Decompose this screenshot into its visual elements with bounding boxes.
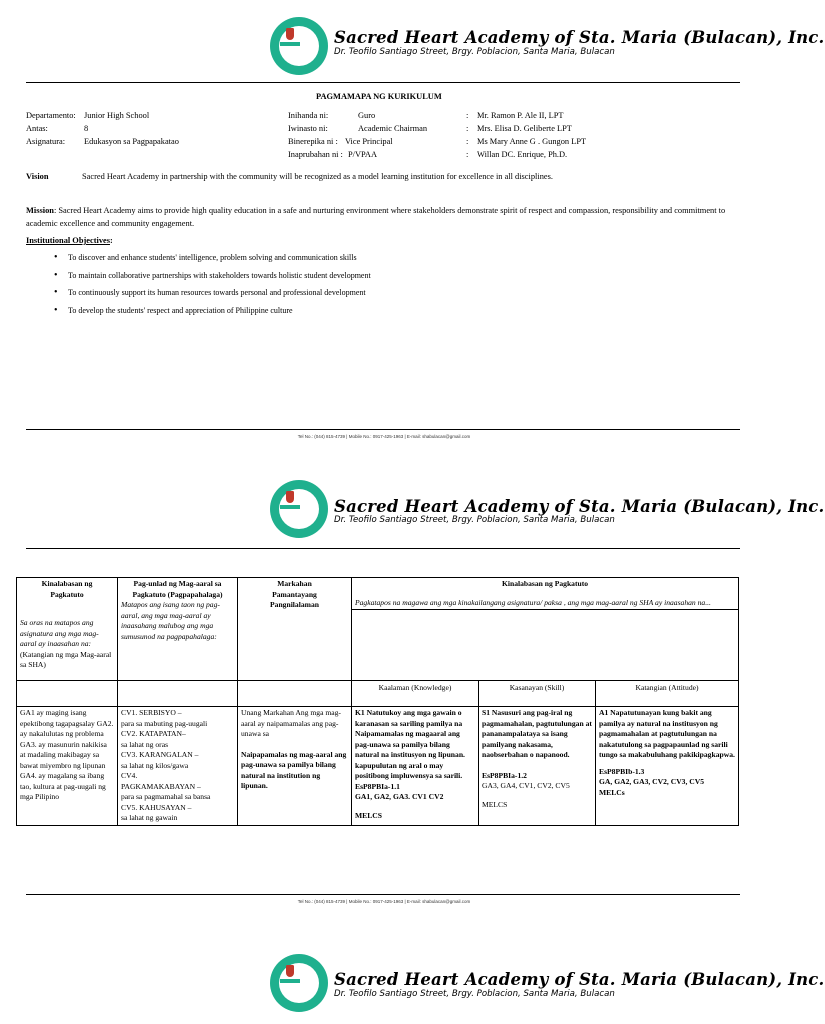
- header-outcomes-body: Pagkatapos na magawa ang mga kinakailangang asignatura/ paksa , ang mga mag-aaral ng SHA ay inaasahan na...: [355, 597, 711, 607]
- approved-role: P/VPAA: [348, 150, 378, 159]
- colon: :: [466, 111, 469, 120]
- school-logo: [270, 17, 328, 75]
- skill-cell: [479, 707, 596, 826]
- mission-block: [26, 204, 740, 230]
- graduate-attributes-cell: GA1 ay maging isang epektibong tagapagsalay GA2. ay nakalulutas ng problema GA3. ay masunurin nakikisa at madaling makibagay sa bawat miyembro ng lipunan GA4. ay magalang sa ibang tao, kultura at pag-uugali ng mga Pilipino: [17, 707, 118, 826]
- core-value-line: PAGKAMAKABAYAN –: [121, 781, 201, 791]
- colon: :: [466, 137, 469, 146]
- col1-blank: [17, 681, 118, 707]
- objective-item: • To develop the students' respect and appreciation of Philippine culture: [54, 302, 371, 320]
- info-value-subject: Edukasyon sa Pagpapakatao: [84, 137, 179, 146]
- core-values-cell: [118, 707, 238, 826]
- knowledge-text: K1 Natutukoy ang mga gawain o karanasan sa sariling pamilya na Naipamamalas ng magaaral ang pag-unawa sa pamilya bilang natural na institusyon ng lipunan. kapupulutan ng aral o may positibong impluwensya sa sarili.: [355, 708, 465, 780]
- verified-role: Vice Principal: [345, 137, 393, 146]
- footer-contact: Tel No.: (044) 815-4739 | Mobile No.: 0917-425-1963 | E-mail: shabulacan@gmail.com: [297, 899, 471, 904]
- corrected-name: Mrs. Elisa D. Geliberte LPT: [477, 124, 572, 133]
- school-address: Dr. Teofilo Santiago Street, Brgy. Poblacion, Santa Maria, Bulacan: [334, 989, 615, 999]
- objective-item: • To maintain collaborative partnerships with stakeholders towards holistic student development: [54, 267, 371, 285]
- header-rule: [26, 548, 740, 549]
- info-label-department: Departamento:: [26, 111, 76, 120]
- vision-text: Sacred Heart Academy in partnership with the community will be recognized as a model learning institution for excellence in all disciplines.: [82, 172, 553, 181]
- core-value-line: sa lahat ng kilos/gawa: [121, 760, 189, 770]
- approved-label: Inaprubahan ni :: [288, 150, 343, 159]
- attitude-code: EsP8PBIb-1.3: [599, 766, 645, 776]
- info-label-subject: Asignatura:: [26, 137, 66, 146]
- page-title: PAGMAMAPA NG KURIKULUM: [316, 92, 442, 101]
- core-value-line: CV4.: [121, 771, 138, 780]
- verified-label: Binerepika ni :: [288, 137, 338, 146]
- footer-rule: [26, 429, 740, 430]
- approved-name: Willan DC. Enrique, Ph.D.: [477, 150, 568, 159]
- core-value-line: CV2. KATAPATAN–: [121, 729, 186, 738]
- content-standard-text: Naipapamalas ng mag-aaral ang pag-unawa sa pamilya bilang natural na institution ng lipunan.: [241, 749, 347, 790]
- school-address: Dr. Teofilo Santiago Street, Brgy. Poblacion, Santa Maria, Bulacan: [334, 47, 615, 57]
- core-value-line: CV5. KAHUSAYAN –: [121, 802, 192, 812]
- attitude-melcs: MELCs: [599, 787, 625, 797]
- info-label-grade: Antas:: [26, 124, 48, 133]
- school-address: Dr. Teofilo Santiago Street, Brgy. Poblacion, Santa Maria, Bulacan: [334, 515, 615, 525]
- header-outcomes-title: Kinalabasan ng Pagkatuto: [501, 579, 589, 588]
- verified-name: Ms Mary Anne G . Gungon LPT: [477, 137, 587, 146]
- header-rule: [26, 82, 740, 83]
- school-logo: [270, 954, 328, 1012]
- col3-blank: [238, 681, 352, 707]
- header-outcomes-spacer: [352, 610, 739, 681]
- school-name: Sacred Heart Academy of Sta. Maria (Bulacan), Inc.: [334, 970, 825, 989]
- header-values-title: Pag-unlad ng Mag-aaral sa Pagkatuto (Pagpapahalaga): [132, 579, 223, 599]
- content-standard-intro: Unang Markahan Ang mga mag-aaral ay naipamamalas ang pag-unawa sa: [241, 708, 341, 738]
- page-1: [0, 0, 825, 456]
- mission-label: Mission: [26, 206, 54, 215]
- objective-item: • To continuously support its human resources towards personal and professional development: [54, 284, 371, 302]
- prep-label: Inihanda ni:: [288, 111, 329, 120]
- school-name: Sacred Heart Academy of Sta. Maria (Bulacan), Inc.: [334, 497, 825, 516]
- mission-text: : Sacred Heart Academy aims to provide high quality education in a safe and nurturing environment where stakeholders demonstrate spirit of respect and compassion, responsibility and commitment to academic excellence and community engagement.: [26, 206, 726, 228]
- core-value-line: sa lahat ng oras: [121, 739, 169, 749]
- curriculum-table: [16, 577, 739, 826]
- colon: :: [466, 124, 469, 133]
- knowledge-code: EsP8PBIa-1.1: [355, 781, 400, 791]
- core-value-line: para sa pagmamahal sa bansa: [121, 792, 211, 801]
- col2-blank: [118, 681, 238, 707]
- objectives-label: Institutional Objectives: [26, 236, 110, 245]
- header-content-standard-title: Markahan Pamantayang Pangnilalaman: [270, 579, 319, 609]
- knowledge-ga: GA1, GA2, GA3. CV1 CV2: [355, 792, 444, 801]
- page-2: [0, 468, 825, 934]
- vision-label: Vision: [26, 172, 49, 181]
- skill-melcs: MELCS: [482, 799, 508, 809]
- footer-rule: [26, 894, 740, 895]
- prep-role: Guro: [358, 111, 376, 120]
- corrected-role: Academic Chairman: [358, 124, 428, 133]
- objectives-heading: Institutional Objectives:: [26, 236, 113, 245]
- core-value-line: CV3. KARANGALAN –: [121, 750, 199, 759]
- prep-name: Mr. Ramon P. Ale II, LPT: [477, 111, 564, 120]
- core-value-line: CV1. SERBISYO –: [121, 708, 182, 717]
- school-name: Sacred Heart Academy of Sta. Maria (Bulacan), Inc.: [334, 28, 825, 47]
- attitude-cell: [596, 707, 739, 826]
- header-outcomes: [352, 578, 739, 610]
- header-learning-outcome-body: Sa oras na matapos ang asignatura ang mga mag-aaral ay inaasahan na:: [20, 618, 99, 648]
- knowledge-cell: [352, 707, 479, 826]
- subheader-knowledge: Kaalaman (Knowledge): [352, 681, 479, 707]
- page-3: [0, 944, 825, 1024]
- header-values-body: Matapos ang isang taon ng pag-aaral, ang mga mag-aaral ay inaasahang malubog ang mga sumusunod na pagpapahalaga:: [121, 600, 220, 641]
- core-value-line: para sa mabuting pag-uugali: [121, 718, 208, 728]
- skill-text: S1 Nasusuri ang pag-iral ng pagmamahalan, pagtutulungan at pananampalataya sa isang pamilyang nakasama, naobserbahan o napanood.: [482, 708, 592, 759]
- corrected-label: Iwinasto ni:: [288, 124, 328, 133]
- objectives-list: [54, 249, 371, 319]
- header-learning-outcome: [17, 578, 118, 681]
- colon: :: [466, 150, 469, 159]
- subheader-attitude: Katangian (Attitude): [596, 681, 739, 707]
- subheader-skill: Kasanayan (Skill): [479, 681, 596, 707]
- footer-contact: Tel No.: (044) 815-4739 | Mobile No.: 0917-425-1963 | E-mail: shabulacan@gmail.com: [297, 434, 471, 439]
- header-learning-outcome-sub: (Katangian ng mga Mag-aaral sa SHA): [20, 649, 112, 669]
- school-logo: [270, 480, 328, 538]
- header-learning-outcome-title: Kinalabasan ng Pagkatuto: [41, 579, 93, 599]
- header-content-standard: [238, 578, 352, 681]
- info-value-department: Junior High School: [84, 111, 150, 120]
- content-standard-cell: [238, 707, 352, 826]
- attitude-text: A1 Napatutunayan kung bakit ang pamilya ay natural na institusyon ng pagmamahalan at pagtutulungan na nakatutulong sa pagpapaunlad ng sarili tungo sa makabuluhang pakikipagkapwa.: [599, 708, 735, 759]
- skill-ga: GA3, GA4, CV1, CV2, CV5: [482, 781, 570, 790]
- info-value-grade: 8: [84, 124, 89, 133]
- knowledge-melcs: MELCS: [355, 810, 383, 820]
- header-values-development: [118, 578, 238, 681]
- attitude-ga: GA, GA2, GA3, CV2, CV3, CV5: [599, 777, 705, 786]
- skill-code: EsP8PBIa-1.2: [482, 770, 527, 780]
- core-value-line: sa lahat ng gawain: [121, 813, 178, 822]
- objective-item: • To discover and enhance students' intelligence, problem solving and communication skills: [54, 249, 371, 267]
